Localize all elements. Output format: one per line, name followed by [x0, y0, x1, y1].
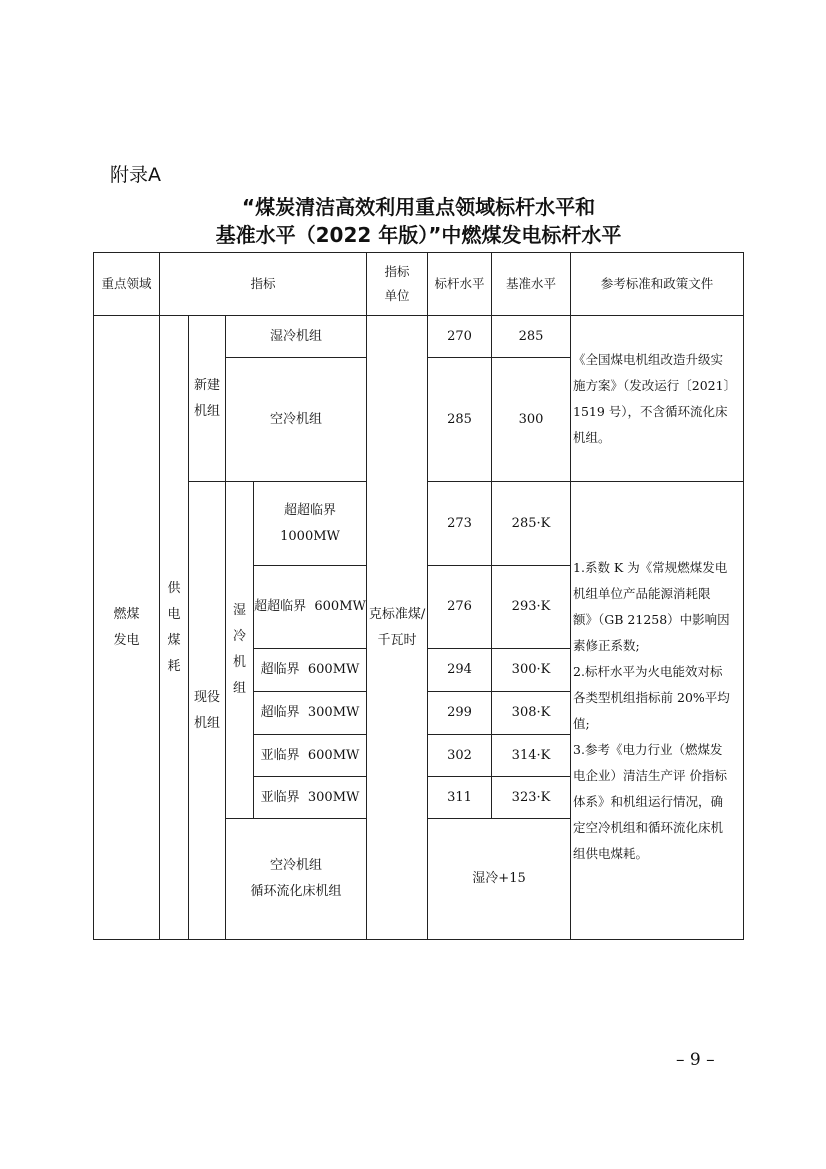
title-line-1: “煤炭清洁高效利用重点领域标杆水平和 [241, 195, 596, 219]
header-field: 重点领域 [94, 253, 160, 316]
new-reference-cell: 《全国煤电机组改造升级实 施方案》（发改运行〔2021〕 1519 号），不含循环流化床 机组。 [571, 316, 744, 482]
benchmark-table [93, 252, 744, 940]
existing-benchmark: 311 [428, 777, 492, 819]
new-baseline: 285 [492, 316, 571, 358]
existing-baseline: 300·K [492, 649, 571, 692]
category-cell: 供 电 煤 耗 [160, 316, 189, 940]
existing-row-name: 亚临界 600MW [254, 735, 367, 777]
existing-benchmark: 276 [428, 566, 492, 649]
existing-benchmark: 299 [428, 692, 492, 735]
header-unit-line1: 指标 [384, 264, 410, 279]
appendix-label: 附录A [110, 164, 161, 186]
air-cfb-name-cell: 空冷机组 循环流化床机组 [226, 819, 367, 940]
existing-row-name: 亚临界 300MW [254, 777, 367, 819]
new-baseline: 300 [492, 358, 571, 482]
existing-row-name: 超临界 300MW [254, 692, 367, 735]
header-benchmark: 标杆水平 [428, 253, 492, 316]
new-units-cell: 新建 机组 [189, 316, 226, 482]
existing-benchmark: 302 [428, 735, 492, 777]
existing-benchmark: 294 [428, 649, 492, 692]
header-baseline: 基准水平 [492, 253, 571, 316]
new-row-name: 空冷机组 [226, 358, 367, 482]
existing-reference-cell: 1.系数 K 为《常规燃煤发电 机组单位产品能源消耗限 额》（GB 21258）中影响因 素修正系数; 2.标杆水平为火电能效对标 各类型机组指标前 20%平均 值; 3.参考《电力行业（燃煤发 电企业）清洁生产评 价指标 体系》和机组运行情况，确 定空冷机组和循环流化床机 组供电煤耗。 [571, 482, 744, 940]
existing-row-name: 超超临界 1000MW [254, 482, 367, 566]
unit-cell: 克标准煤/ 千瓦时 [367, 316, 428, 940]
new-benchmark: 270 [428, 316, 492, 358]
field-cell: 燃煤 发电 [94, 316, 160, 940]
header-unit [367, 253, 428, 316]
wet-cooling-cell: 湿 冷 机 组 [226, 482, 254, 819]
header-unit-line2: 单位 [384, 288, 410, 303]
existing-baseline: 308·K [492, 692, 571, 735]
air-cfb-value-cell: 湿冷+15 [428, 819, 571, 940]
title-line-2: 基准水平（2022 年版）”中燃煤发电标杆水平 [215, 223, 622, 247]
header-row [94, 253, 744, 316]
header-indicator: 指标 [160, 253, 367, 316]
header-reference: 参考标准和政策文件 [571, 253, 744, 316]
existing-baseline: 323·K [492, 777, 571, 819]
existing-baseline: 314·K [492, 735, 571, 777]
new-row-name: 湿冷机组 [226, 316, 367, 358]
existing-benchmark: 273 [428, 482, 492, 566]
existing-row-name: 超临界 600MW [254, 649, 367, 692]
new-benchmark: 285 [428, 358, 492, 482]
existing-baseline: 293·K [492, 566, 571, 649]
table-row [94, 316, 744, 358]
page-number: – 9 – [676, 1050, 715, 1070]
existing-units-cell: 现役 机组 [189, 482, 226, 940]
existing-baseline: 285·K [492, 482, 571, 566]
existing-row-name: 超超临界 600MW [254, 566, 367, 649]
